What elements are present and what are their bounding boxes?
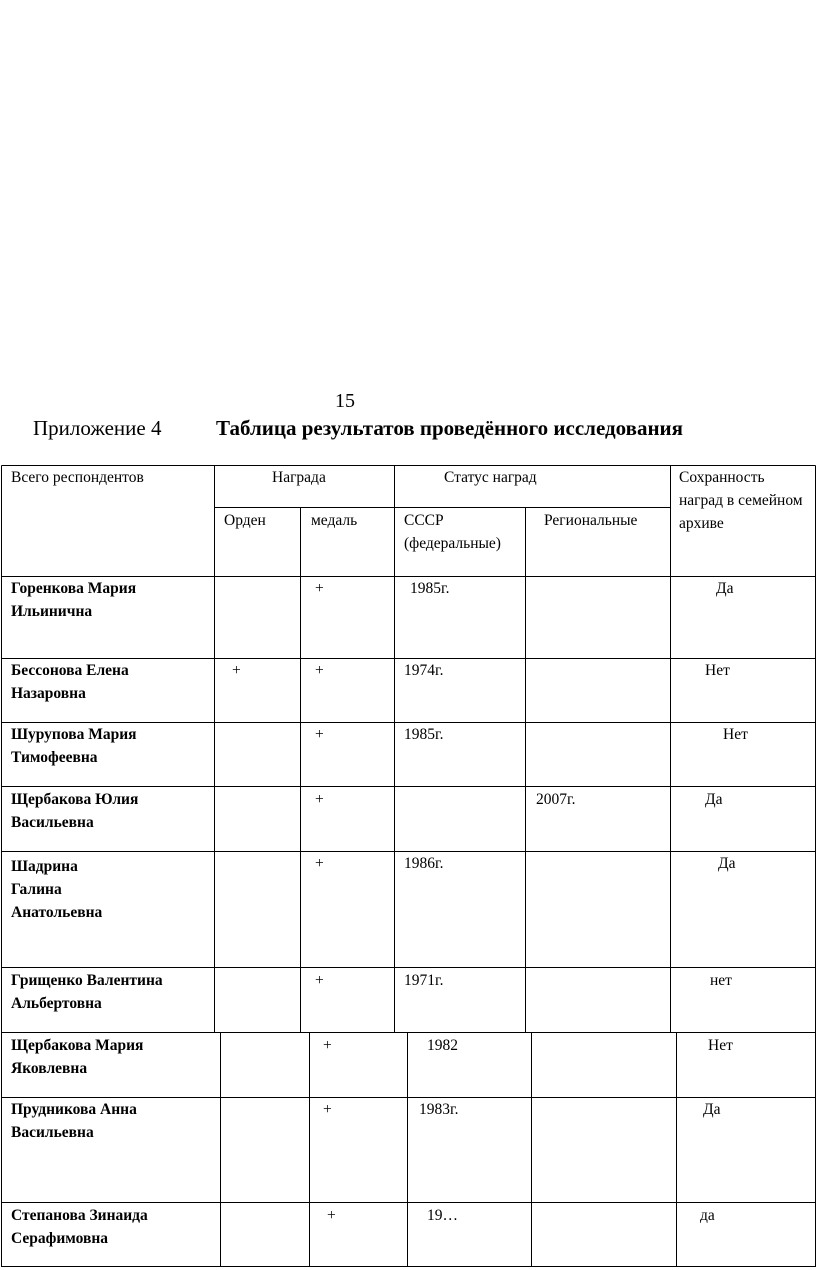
table-row-medal: + [323,1101,332,1118]
table-row-ussr: 1985г. [410,580,450,597]
table-row-medal: + [315,972,324,989]
header-medal: медаль [311,512,358,529]
table-row-kept: Нет [708,1037,733,1054]
header-regional: Региональные [544,512,638,529]
table-row-medal: + [315,662,324,679]
table-row-medal: + [315,580,324,597]
table-row-kept: Нет [723,726,748,743]
table-row-name: Шадрина Галина Анатольевна [11,858,103,921]
table-row-order: + [232,662,241,679]
table-row-name: Прудникова Анна Васильевна [11,1101,137,1141]
table-row-regional: 2007г. [536,791,576,808]
table-row-kept: Да [703,1101,721,1118]
table-row-medal: + [315,726,324,743]
header-respondents: Всего респондентов [11,469,144,486]
table-row-kept: Да [705,791,723,808]
table-row-name: Степанова Зинаида Серафимовна [11,1207,148,1247]
page-number: 15 [335,390,355,412]
header-award: Награда [272,469,326,486]
table-row-medal: + [327,1207,336,1224]
table-row-ussr: 1982 [427,1037,458,1054]
table-row-ussr: 19… [427,1207,458,1224]
table-row-name: Горенкова Мария Ильинична [11,580,137,620]
table-row-medal: + [323,1037,332,1054]
table-row-ussr: 1985г. [404,726,444,743]
header-award-status: Статус наград [444,469,537,486]
page-title: Таблица результатов проведённого исследования [216,416,684,440]
table-row-kept: Да [716,580,734,597]
table-row-name: Шурупова Мария Тимофеевна [11,726,137,766]
table-row-ussr: 1983г. [419,1101,459,1118]
table-row-kept: нет [710,972,732,989]
table-row-ussr: 1986г. [404,855,444,872]
table-row-kept: да [700,1207,715,1224]
table-row-medal: + [315,855,324,872]
table-row-kept: Нет [705,662,730,679]
table-row-name: Щербакова Мария Яковлевна [11,1037,144,1077]
appendix-label: Приложение 4 [33,416,162,440]
table-row-medal: + [315,791,324,808]
table-row-name: Щербакова Юлия Васильевна [11,791,139,831]
table-row-ussr: 1974г. [404,662,444,679]
table-row-name: Бессонова Елена Назаровна [11,662,129,702]
table-row-kept: Да [718,855,736,872]
header-preservation: Сохранность наград в семейном архиве [679,469,803,532]
table-row-name: Грищенко Валентина Альбертовна [11,972,163,1012]
header-ussr: СССР (федеральные) [404,512,501,552]
table-row-ussr: 1971г. [404,972,444,989]
header-order: Орден [224,512,266,529]
